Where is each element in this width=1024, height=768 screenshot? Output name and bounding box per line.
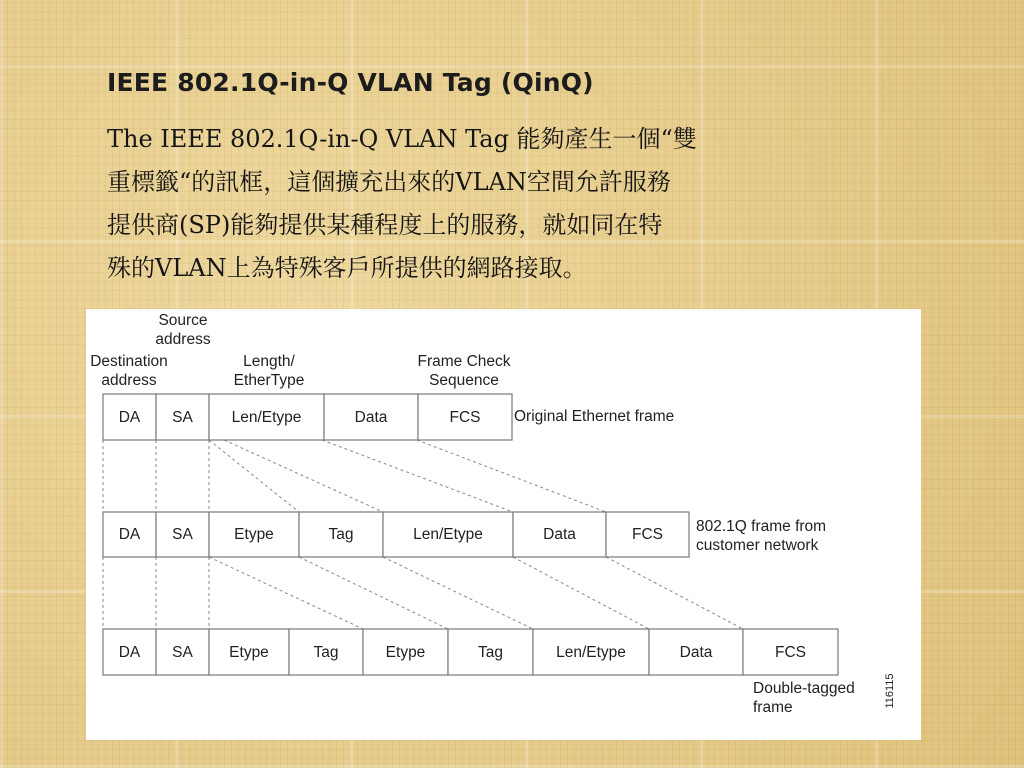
- destination-address-label-line1: Destination: [90, 353, 168, 370]
- destination-address-label-line2: address: [101, 372, 157, 389]
- connector-line: [513, 557, 649, 629]
- connector-line: [606, 557, 743, 629]
- field-label-data: Data: [679, 644, 713, 661]
- row-caption-original: Original Ethernet frame: [514, 408, 675, 425]
- source-address-label-line1: Source: [158, 312, 208, 329]
- connector-line: [322, 440, 513, 512]
- field-label-len-etype: Len/Etype: [413, 526, 483, 543]
- frame-row-original: [103, 394, 674, 440]
- field-label-da: DA: [118, 526, 141, 543]
- figure-id: 116115: [884, 673, 896, 709]
- connector-line: [383, 557, 533, 629]
- row-caption-double-tagged-line2: frame: [753, 699, 793, 716]
- field-label-fcs: FCS: [449, 409, 481, 426]
- source-address-label-line2: address: [155, 331, 211, 348]
- qinq-frame-diagram: [86, 309, 921, 740]
- field-label-sa: SA: [172, 409, 193, 426]
- body-line: The IEEE 802.1Q-in-Q VLAN Tag 能夠產生一個“雙: [107, 125, 697, 153]
- field-label-tag: Tag: [478, 644, 503, 661]
- body-line: 提供商(SP)能夠提供某種程度上的服務，就如同在特: [107, 211, 663, 239]
- field-label-da: DA: [118, 409, 141, 426]
- connector-line: [299, 557, 448, 629]
- length-ethertype-label-line1: Length/: [243, 353, 295, 370]
- field-label-tag: Tag: [328, 526, 354, 543]
- field-label-da: DA: [118, 644, 141, 661]
- frame-check-sequence-label-line2: Sequence: [429, 372, 499, 389]
- field-label-fcs: FCS: [632, 526, 663, 543]
- field-label-tag: Tag: [313, 644, 339, 661]
- row-caption-dot1q-line2: customer network: [696, 537, 819, 554]
- slide-body: [107, 118, 907, 290]
- row-caption-dot1q-line1: 802.1Q frame from: [696, 518, 827, 535]
- field-label-len-etype: Len/Etype: [556, 644, 626, 661]
- connector-line: [224, 440, 383, 512]
- body-line: 殊的VLAN上為特殊客戶所提供的網路接取。: [107, 254, 587, 282]
- field-label-sa: SA: [172, 526, 193, 543]
- connector-line: [417, 440, 606, 512]
- field-label-len-etype: Len/Etype: [231, 409, 302, 426]
- connector-line: [209, 440, 299, 512]
- field-label-etype: Etype: [234, 526, 274, 543]
- body-line: 重標籤“的訊框，這個擴充出來的VLAN空間允許服務: [107, 168, 671, 196]
- connector-line: [209, 557, 363, 629]
- frame-row-double-tagged: [103, 629, 855, 716]
- field-labels: [90, 312, 511, 389]
- field-label-etype: Etype: [229, 644, 269, 661]
- slide-title: IEEE 802.1Q-in-Q VLAN Tag (QinQ): [107, 68, 594, 97]
- diagram-canvas: [86, 309, 921, 740]
- field-label-data: Data: [354, 409, 388, 426]
- frame-row-dot1q: [103, 512, 826, 557]
- field-label-sa: SA: [172, 644, 193, 661]
- field-label-data: Data: [543, 526, 576, 543]
- row-caption-double-tagged-line1: Double-tagged: [753, 680, 855, 697]
- field-label-etype: Etype: [385, 644, 426, 661]
- length-ethertype-label-line2: EtherType: [233, 372, 305, 389]
- frame-check-sequence-label-line1: Frame Check: [417, 353, 511, 370]
- field-label-fcs: FCS: [775, 644, 806, 661]
